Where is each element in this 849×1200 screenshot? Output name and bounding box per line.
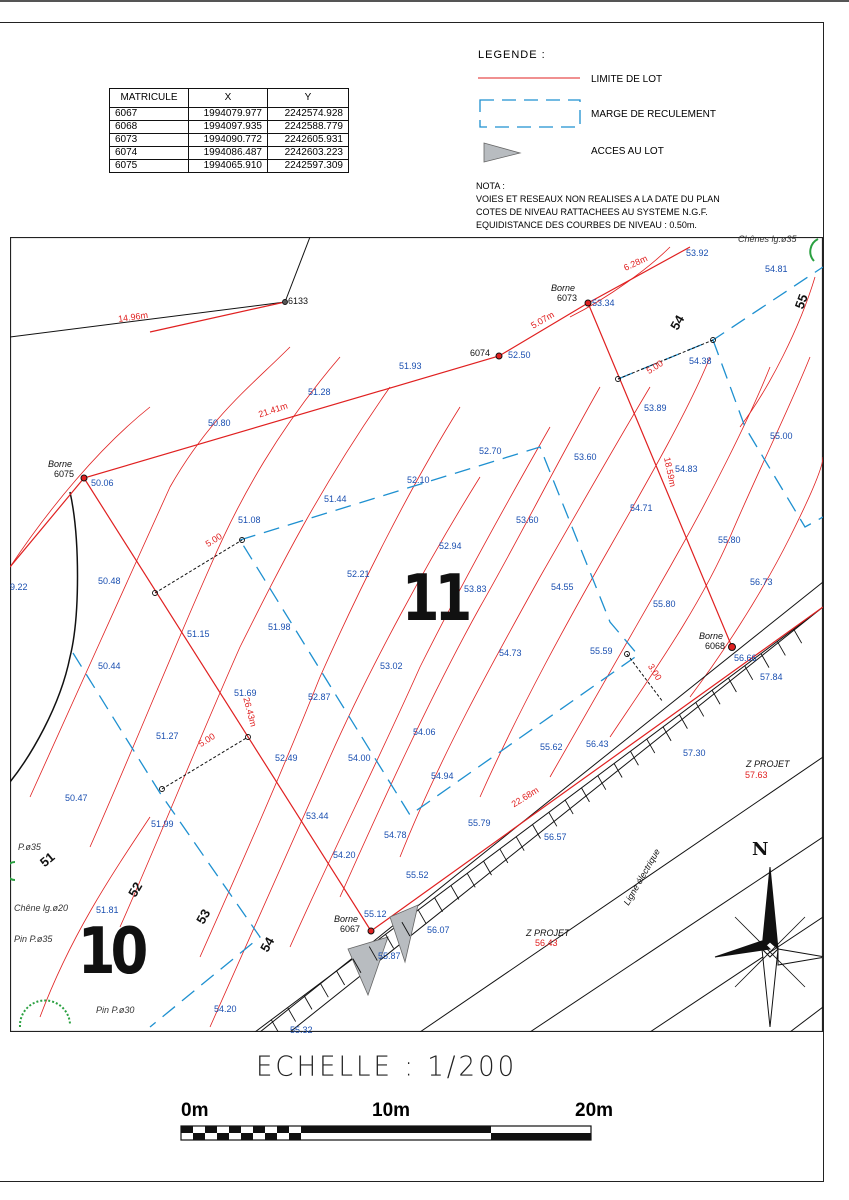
nota-line: NOTA :	[476, 181, 505, 191]
distance-label: 18.59m	[662, 456, 679, 488]
spot-height: 54.81	[765, 264, 788, 274]
spot-height: 53.44	[306, 811, 329, 821]
dashed-rectangle-icon	[480, 100, 580, 127]
table-row	[110, 108, 349, 121]
point-id: 6074	[470, 348, 491, 358]
legend-label-marge: MARGE DE RECULEMENT	[591, 109, 717, 120]
cell: 1994090.772	[189, 134, 268, 147]
spot-height: 54.20	[333, 850, 356, 860]
borne-label: Borne	[334, 914, 359, 924]
spot-height: 54.73	[499, 648, 522, 658]
tree-label: Chênes lg.ø35	[738, 234, 797, 244]
nota-line: EQUIDISTANCE DES COURBES DE NIVEAU : 0.50m.	[476, 220, 697, 230]
spot-height: 50.47	[65, 793, 88, 803]
contour-label: 52	[125, 879, 146, 900]
distance-label: 14.96m	[117, 309, 149, 325]
cell: 6075	[110, 160, 189, 173]
cell: 1994086.487	[189, 147, 268, 160]
north-arrow	[715, 867, 823, 1027]
spot-height: 57.30	[683, 748, 706, 758]
scale-label-10: 10m	[372, 1100, 411, 1121]
legend-title: LEGENDE :	[478, 49, 546, 61]
header-x: X	[189, 89, 268, 108]
spot-height: 50.06	[91, 478, 114, 488]
spot-height: 52.94	[439, 541, 462, 551]
distance-label: 22.68m	[509, 784, 541, 810]
table-row	[110, 134, 349, 147]
cell: 1994065.910	[189, 160, 268, 173]
spot-height: 52.70	[479, 446, 502, 456]
spot-height: 51.93	[399, 361, 422, 371]
distance-label: 26.43m	[241, 696, 259, 728]
scale-bar	[180, 1124, 600, 1144]
borne-id: 6075	[54, 469, 75, 479]
spot-height: 56.73	[750, 577, 773, 587]
spot-height: 52.50	[508, 350, 531, 360]
spot-height: 51.69	[234, 688, 257, 698]
contour-label: 53	[193, 906, 214, 927]
distance-label: 5.00	[644, 358, 665, 376]
spot-height: 53.92	[686, 248, 709, 258]
top-border	[0, 0, 849, 2]
spot-height: 51.81	[96, 905, 119, 915]
spot-height: 55.00	[770, 431, 793, 441]
spot-height: 52.49	[275, 753, 298, 763]
spot-height: 54.71	[630, 503, 653, 513]
z-projet-value: 57.63	[745, 770, 768, 780]
spot-height: 54.83	[675, 464, 698, 474]
spot-height: 56.57	[544, 832, 567, 842]
cell: 1994079.977	[189, 108, 268, 121]
cell: 2242574.928	[268, 108, 349, 121]
spot-height: 54.78	[384, 830, 407, 840]
spot-height: 52.21	[347, 569, 370, 579]
north-label: N	[752, 839, 769, 860]
cell: 2242603.223	[268, 147, 349, 160]
borne-id: 6073	[557, 293, 578, 303]
legend-symbols	[470, 68, 590, 173]
cell: 6067	[110, 108, 189, 121]
lot-number-10: 10	[77, 915, 144, 989]
spot-height: 9.22	[10, 582, 28, 592]
spot-height: 52.87	[308, 692, 331, 702]
table-header-row	[110, 89, 349, 108]
spot-height: 53.02	[380, 661, 403, 671]
cell: 6073	[110, 134, 189, 147]
cell: 2242597.309	[268, 160, 349, 173]
spot-height: 55.80	[718, 535, 741, 545]
contour-label: 55	[791, 292, 811, 311]
spot-height: 54.38	[689, 356, 712, 366]
borne-id: 6068	[705, 641, 726, 651]
header-y: Y	[268, 89, 349, 108]
spot-height: 55.87	[378, 951, 401, 961]
spot-height: 51.44	[324, 494, 347, 504]
spot-height: 52.10	[407, 475, 430, 485]
legend-label-acces: ACCES AU LOT	[591, 146, 664, 157]
spot-height: 51.99	[151, 819, 174, 829]
z-projet-value: 56.43	[535, 938, 558, 948]
scale-label-0: 0m	[181, 1100, 209, 1121]
spot-height: 55.62	[540, 742, 563, 752]
spot-height: 57.84	[760, 672, 783, 682]
spot-height: 51.98	[268, 622, 291, 632]
z-projet-label: Z PROJET	[526, 928, 570, 938]
contour-label: 51	[36, 849, 58, 870]
spot-height: 54.55	[551, 582, 574, 592]
scale-label-20: 20m	[575, 1100, 614, 1121]
cell: 1994097.935	[189, 121, 268, 134]
scale-title: ECHELLE : 1/200	[256, 1051, 518, 1083]
tree-label: Pin P.ø30	[96, 1005, 135, 1015]
spot-height: 55.79	[468, 818, 491, 828]
spot-height: 55.32	[290, 1025, 313, 1035]
distance-label: 21.41m	[257, 400, 289, 420]
table-row	[110, 147, 349, 160]
borne-label: Borne	[551, 283, 576, 293]
spot-height: 54.94	[431, 771, 454, 781]
spot-height: 55.52	[406, 870, 429, 880]
spot-height: 56.43	[586, 739, 609, 749]
spot-height: 55.59	[590, 646, 613, 656]
borne-label: Borne	[48, 459, 73, 469]
spot-height: 53.89	[644, 403, 667, 413]
z-projet-label: Z PROJET	[746, 759, 790, 769]
borne-label: Borne	[699, 631, 724, 641]
tree-label: P.ø35	[18, 842, 41, 852]
table-row	[110, 121, 349, 134]
spot-height: 56.07	[427, 925, 450, 935]
spot-height: 50.44	[98, 661, 121, 671]
nota-block	[476, 180, 720, 232]
tree-label: Pin P.ø35	[14, 934, 53, 944]
header-matricule: MATRICULE	[110, 89, 189, 108]
distance-label: 5.07m	[529, 309, 556, 331]
cell: 2242588.779	[268, 121, 349, 134]
spot-height: 55.80	[653, 599, 676, 609]
table-row	[110, 160, 349, 173]
distance-label: 5.00	[203, 531, 224, 549]
grey-triangle-icon	[484, 143, 520, 162]
lot-number-11: 11	[401, 562, 468, 636]
distance-label: 3.00	[645, 661, 664, 683]
nota-line: COTES DE NIVEAU RATTACHEES AU SYSTEME N.G.F.	[476, 207, 708, 217]
coordinates-table	[109, 88, 349, 173]
spot-height: 51.28	[308, 387, 331, 397]
cell: 2242605.931	[268, 134, 349, 147]
point-id: 6133	[288, 296, 309, 306]
spot-height: 54.00	[348, 753, 371, 763]
spot-height: 50.48	[98, 576, 121, 586]
spot-height: 51.08	[238, 515, 261, 525]
tree-label: Chêne lg.ø20	[14, 903, 69, 913]
nota-line: VOIES ET RESEAUX NON REALISES A LA DATE DU PLAN	[476, 194, 720, 204]
electric-line-label: Ligne électrique	[621, 846, 662, 908]
distance-label: 5.00	[196, 731, 217, 749]
spot-height: 55.12	[364, 909, 387, 919]
legend-label-lot: LIMITE DE LOT	[591, 74, 663, 85]
spot-height: 51.15	[187, 629, 210, 639]
spot-height: 56.66	[734, 653, 757, 663]
cell: 6068	[110, 121, 189, 134]
borne-id: 6067	[340, 924, 361, 934]
cell: 6074	[110, 147, 189, 160]
contour-label: 54	[257, 934, 278, 955]
spot-height: 53.83	[464, 584, 487, 594]
spot-height: 51.27	[156, 731, 179, 741]
distance-label: 6.28m	[622, 253, 649, 273]
spot-height: 54.06	[413, 727, 436, 737]
spot-height: 50.80	[208, 418, 231, 428]
spot-height: 54.20	[214, 1004, 237, 1014]
spot-height: 53.60	[574, 452, 597, 462]
spot-height: 53.60	[516, 515, 539, 525]
contour-label: 54	[667, 312, 688, 333]
spot-height: 53.34	[592, 298, 615, 308]
